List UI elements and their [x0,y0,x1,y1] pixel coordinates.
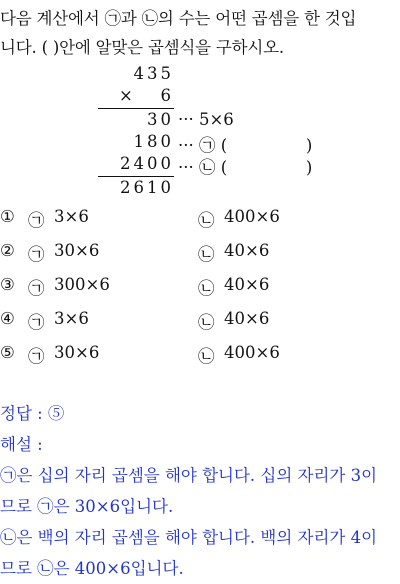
circle-nieun-symbol: ㉡ [198,211,215,230]
partial-product-2: 180 [133,132,174,151]
circle-giyeok-symbol: ㉠ [28,279,45,298]
choice-number: ⑤ [0,343,15,362]
expression-nieun: 40×6 [224,309,270,328]
choice-number: ③ [0,275,15,294]
multiplier: × 6 [118,86,174,105]
question-line-1: 다음 계산에서 ㉠과 ㉡의 수는 어떤 곱셈을 한 것입 [0,9,357,28]
circle-nieun-symbol: ㉡ [198,347,215,366]
circle-nieun-symbol: ㉡ [198,279,215,298]
partial-note-3: ··· ㉡ ( ) [178,158,313,177]
circle-nieun-symbol: ㉡ [198,245,215,264]
partial-note-2: ··· ㉠ ( ) [178,136,313,155]
expression-giyeok: 300×6 [54,275,110,294]
explanation-line-1: ㉠은 십의 자리 곱셈을 해야 합니다. 십의 자리가 3이 [0,466,378,485]
expression-nieun: 400×6 [224,343,280,362]
explanation-label: 해설 : [0,435,43,454]
explanation-line-3: ㉡은 백의 자리 곱셈을 해야 합니다. 백의 자리가 4이 [0,528,378,547]
choice-number: ④ [0,309,15,328]
answer-label: 정답 : ⑤ [0,404,65,423]
choice-number: ① [0,207,15,226]
answer-section [0,398,400,584]
sum-rule [98,176,174,177]
explanation-line-2: 므로 ㉠은 30×6입니다. [0,497,174,516]
expression-giyeok: 3×6 [54,207,89,226]
expression-giyeok: 30×6 [54,241,100,260]
circle-giyeok-symbol: ㉠ [28,245,45,264]
choice-4[interactable] [0,309,400,339]
explanation-line-4: 므로 ㉡은 400×6입니다. [0,559,184,578]
expression-giyeok: 3×6 [54,309,89,328]
expression-giyeok: 30×6 [54,343,100,362]
choice-5[interactable] [0,343,400,373]
circle-giyeok-symbol: ㉠ [28,313,45,332]
circle-giyeok-symbol: ㉠ [28,211,45,230]
expression-nieun: 40×6 [224,241,270,260]
question-text [0,4,398,62]
circle-nieun-symbol: ㉡ [198,313,215,332]
partial-product-3: 2400 [120,154,174,173]
partial-note-1: ··· 5×6 [178,110,234,129]
choice-1[interactable] [0,207,400,237]
question-line-2: 니다. ( )안에 알맞은 곱셈식을 구하시오. [0,38,284,57]
circle-giyeok-symbol: ㉠ [28,347,45,366]
product-result: 2610 [120,178,174,197]
choice-number: ② [0,241,15,260]
partial-product-1: 30 [147,110,174,129]
multiplicand: 435 [133,64,174,83]
multiplication-rule [98,108,174,109]
expression-nieun: 400×6 [224,207,280,226]
choice-3[interactable] [0,275,400,305]
choice-2[interactable] [0,241,400,271]
expression-nieun: 40×6 [224,275,270,294]
